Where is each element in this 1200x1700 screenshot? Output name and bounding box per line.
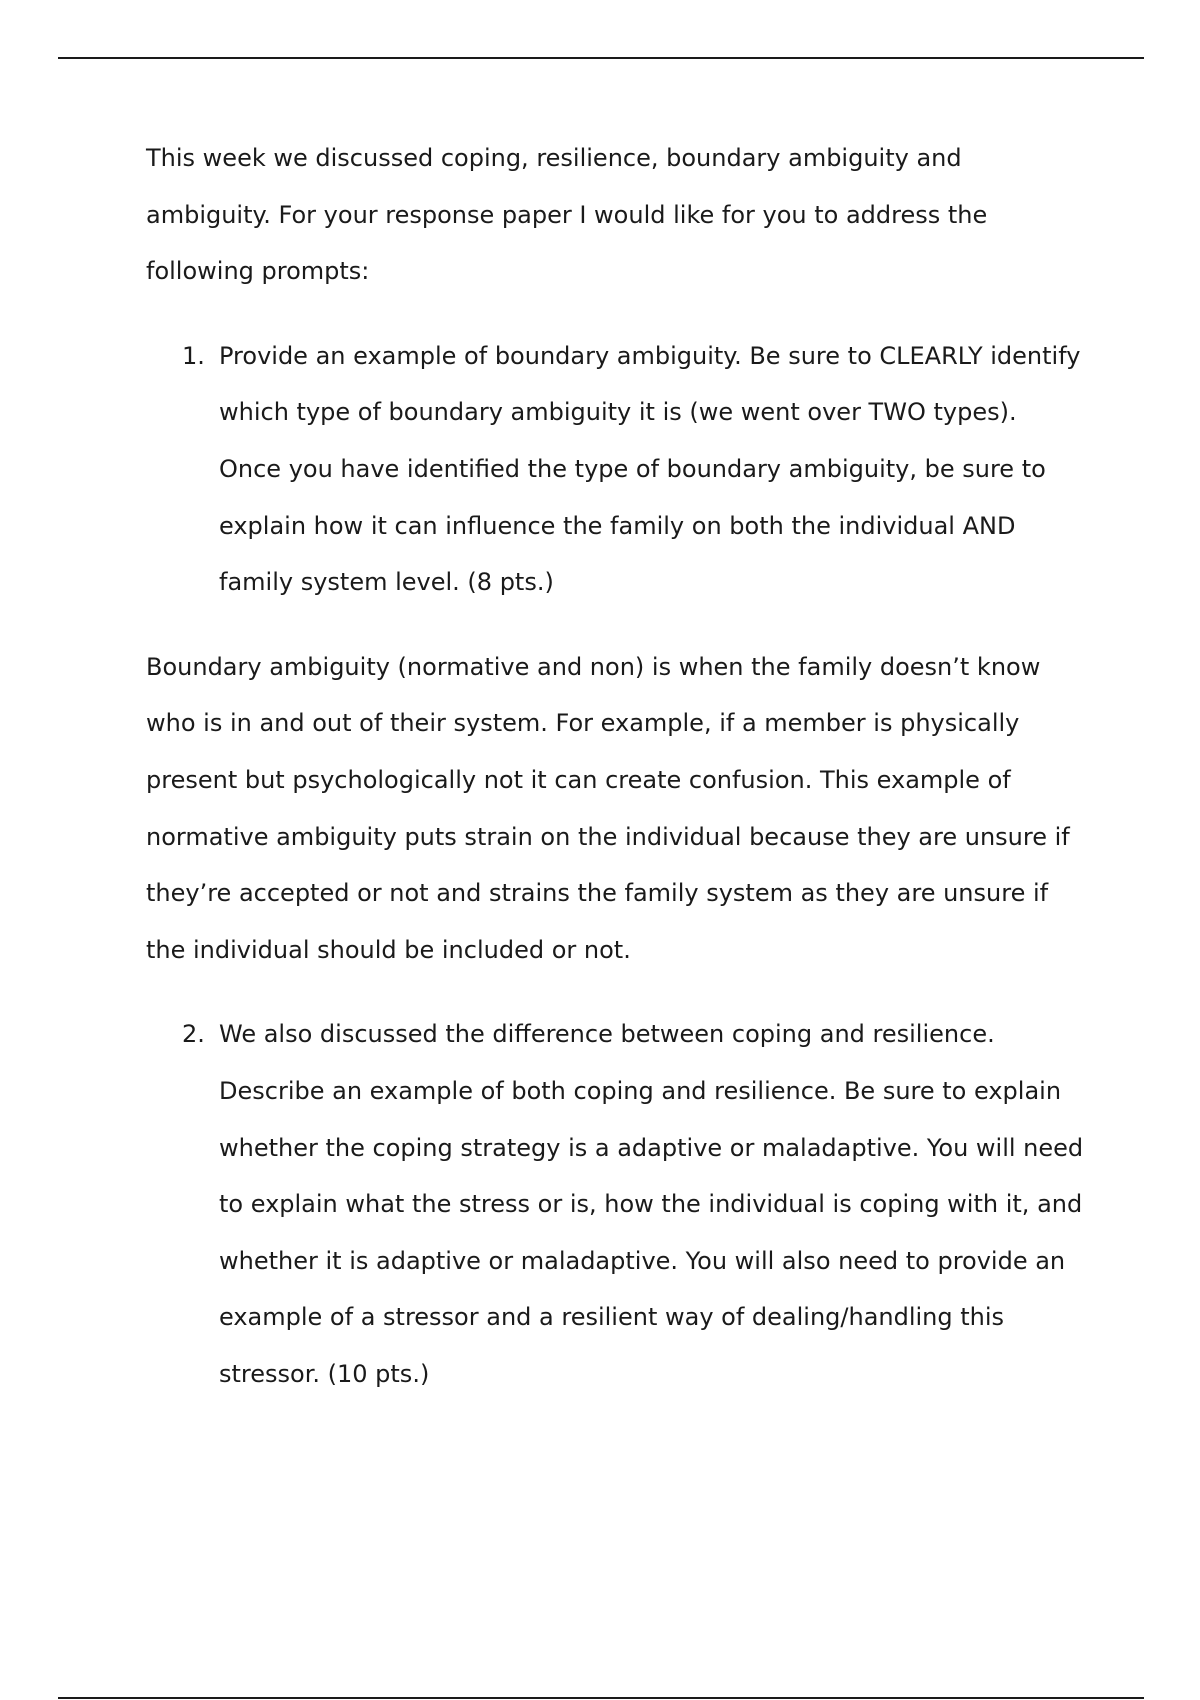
footer-rule: [58, 1697, 1144, 1699]
prompt-number: 2.: [182, 1020, 205, 1049]
answer-paragraph: Boundary ambiguity (normative and non) is when the family doesn’t know who is in and out of their system. For example, if a member is physically present but psychologically not it can create confusion. This example of normative ambiguity puts strain on the individual because they are unsure if they’re accepted or not and strains the family system as they are unsure if the individual should be included or not.: [146, 652, 1070, 964]
prompt-text: Provide an example of boundary ambiguity. Be sure to CLEARLY identify which type of boundary ambiguity it is (we went over TWO types). Once you have identified the type of boundary ambiguity, be sure to explain how it can influence the family on both the individual AND family system level. (8 pts.): [219, 341, 1081, 597]
header-rule: [58, 57, 1144, 59]
prompt-1: [146, 328, 1086, 611]
document-body: [146, 130, 1086, 1430]
intro-paragraph: This week we discussed coping, resilience, boundary ambiguity and ambiguity. For your response paper I would like for you to address the following prompts:: [146, 144, 988, 286]
prompt-number: 1.: [182, 341, 205, 370]
prompt-2: [146, 1006, 1086, 1402]
prompt-text: We also discussed the difference between coping and resilience. Describe an example of both coping and resilience. Be sure to explain whether the coping strategy is a adaptive or maladaptive. You will need to explain what the stress or is, how the individual is coping with it, and whether it is adaptive or maladaptive. You will also need to provide an example of a stressor and a resilient way of dealing/handling this stressor. (10 pts.): [219, 1020, 1084, 1388]
